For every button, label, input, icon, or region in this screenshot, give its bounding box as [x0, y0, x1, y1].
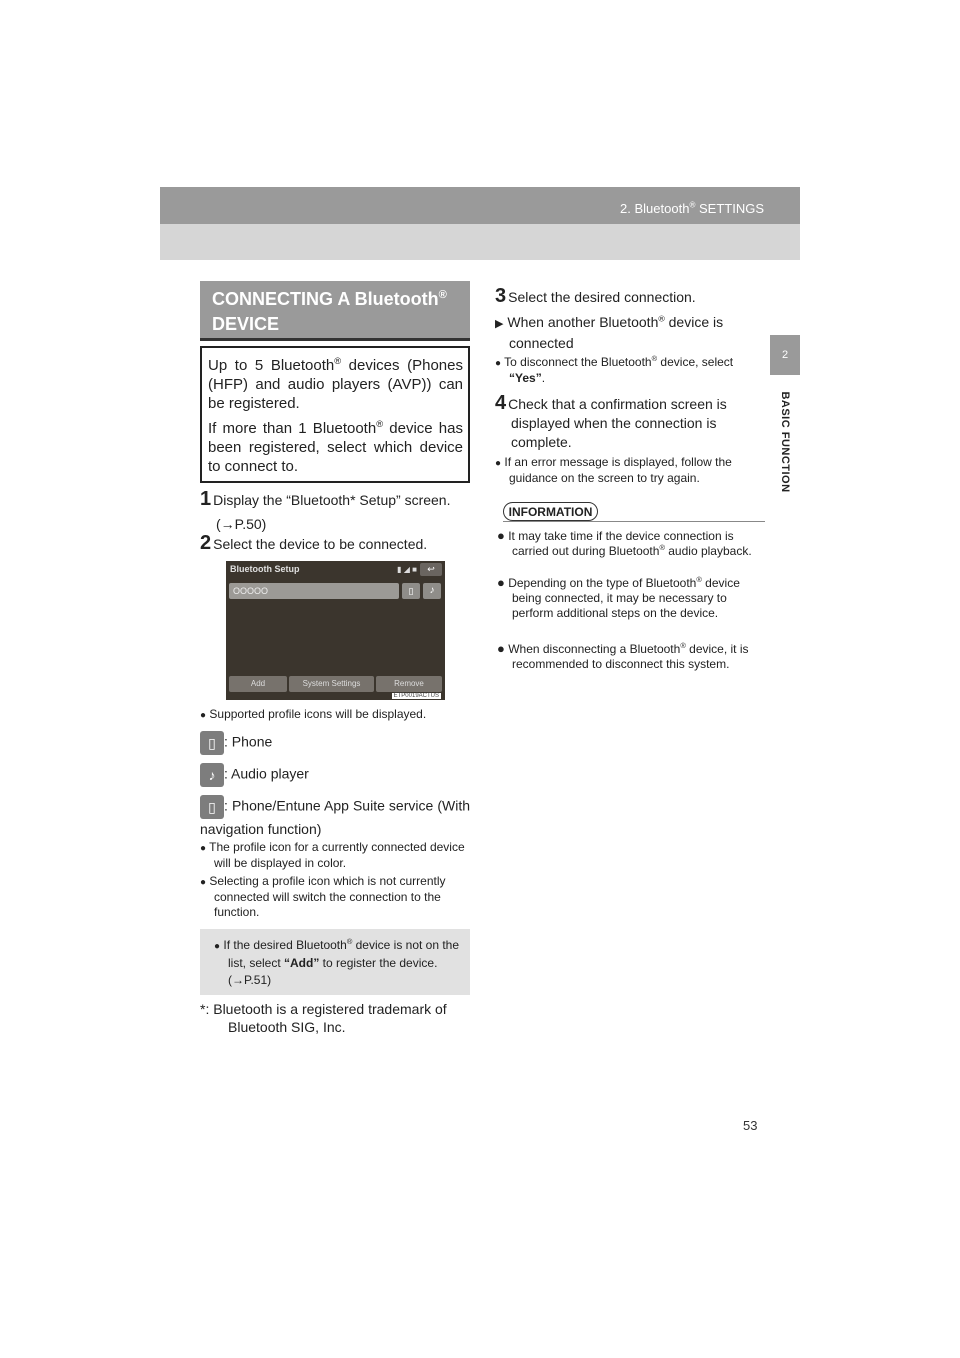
step-3-bullet: ● To disconnect the Bluetooth® device, select “Yes”. — [495, 354, 734, 385]
section-title: CONNECTING A Bluetooth® DEVICE — [200, 281, 470, 339]
entune-icon-legend: ▯ : Phone/Entune App Suite service (With navigation function) — [200, 795, 470, 839]
phone-entune-icon: ▯ — [200, 795, 224, 819]
step-1-reference: (→P.50) — [216, 516, 267, 532]
page-number: 53 — [743, 1118, 758, 1133]
footnote: *: Bluetooth is a registered trademark of Bluetooth SIG, Inc. — [200, 1001, 447, 1035]
screen-title: Bluetooth Setup — [230, 564, 300, 574]
step-3-condition: ▶ When another Bluetooth® device is connected — [495, 313, 724, 351]
intro-box: Up to 5 Bluetooth® devices (Phones (HFP) and audio players (AVP)) can be registered. If more than 1 Bluetooth® device has been registered, select which device to connect to. — [200, 346, 470, 483]
information-rule — [503, 521, 765, 522]
chapter-tab-number: 2 — [770, 335, 800, 375]
device-row[interactable]: OOOOO — [229, 583, 399, 599]
audio-icon-legend: ♪ : Audio player — [200, 763, 309, 787]
section-underline — [200, 338, 470, 341]
figure-code: ETP0019ACTUS — [393, 693, 439, 699]
phone-icon-legend: ▯ : Phone — [200, 731, 272, 755]
remove-button[interactable]: Remove — [376, 676, 442, 692]
add-device-note: ● If the desired Bluetooth® device is not on the list, select “Add” to register the device. (→P.51) — [200, 929, 470, 995]
status-icons: ▮ ◢ ■ — [397, 565, 417, 574]
system-settings-button[interactable]: System Settings — [289, 676, 374, 692]
information-label: INFORMATION — [503, 502, 598, 521]
info-item-3: ● When disconnecting a Bluetooth® device, it is recommended to disconnect this system. — [497, 641, 749, 671]
header-subband — [160, 224, 800, 260]
back-button[interactable]: ↩ — [420, 563, 442, 576]
step-4: 4 Check that a confirmation screen is displayed when the connection is complete. — [495, 392, 727, 450]
audio-profile-icon[interactable]: ♪ — [423, 583, 441, 599]
step-1: 1 Display the “Bluetooth* Setup” screen. (→P.50) — [200, 489, 475, 534]
add-button[interactable]: Add — [229, 676, 287, 692]
info-item-1: ● It may take time if the device connection is carried out during Bluetooth® audio playback. — [497, 528, 752, 558]
music-note-icon: ♪ — [200, 763, 224, 787]
profile-icons-bullet: ● Supported profile icons will be displayed. — [200, 707, 427, 721]
step-3: 3 Select the desired connection. — [495, 285, 696, 307]
step-2: 2 Select the device to be connected. — [200, 532, 428, 554]
running-header: 2. Bluetooth® SETTINGS — [620, 200, 764, 216]
phone-profile-icon[interactable]: ▯ — [402, 583, 420, 599]
info-item-2: ● Depending on the type of Bluetooth® device being connected, it may be necessary to perform additional steps on the device. — [497, 575, 740, 620]
phone-icon: ▯ — [200, 731, 224, 755]
profile-note-1: ● The profile icon for a currently connected device will be displayed in color. — [200, 840, 465, 870]
bluetooth-setup-screenshot — [226, 561, 445, 700]
step-4-bullet: ● If an error message is displayed, follow the guidance on the screen to try again. — [495, 455, 732, 485]
chapter-tab-label: BASIC FUNCTION — [779, 391, 791, 493]
profile-note-2: ● Selecting a profile icon which is not currently connected will switch the connection to the function. — [200, 874, 446, 919]
